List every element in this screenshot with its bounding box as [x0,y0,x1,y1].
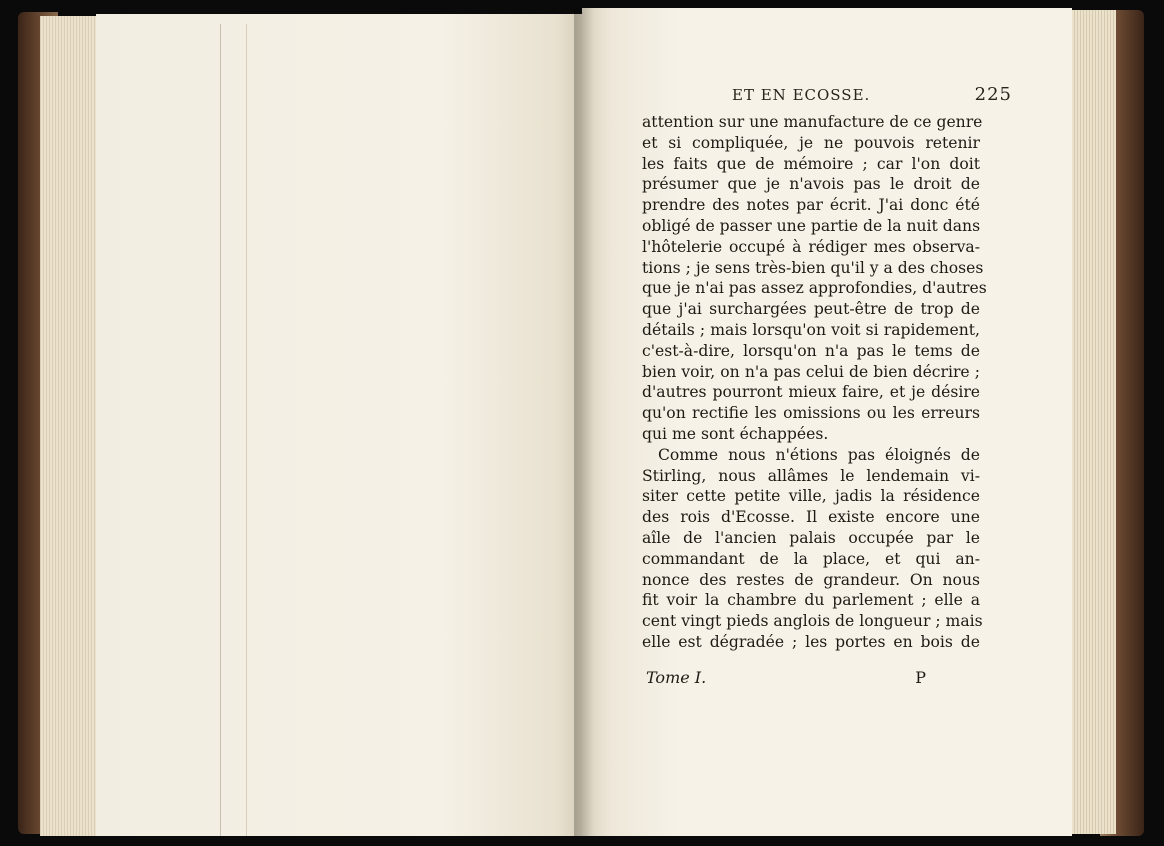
text-line: les faits que de mémoire ; car l'on doit [642,154,980,173]
text-line: des rois d'Ecosse. Il existe encore une [642,508,980,527]
text-line: aîle de l'ancien palais occupée par le [642,528,980,547]
page-footer [646,668,926,690]
left-blank-page [96,14,586,836]
right-text-page [582,8,1072,836]
text-line: fit voir la chambre du parlement ; elle a [642,591,980,610]
text-line: tions ; je sens très-bien qu'il y a des choses [642,258,984,277]
text-line: détails ; mais lorsqu'on voit si rapidement, [642,320,980,339]
running-head-title: ET EN ECOSSE. [732,86,871,104]
text-line: Comme nous n'étions pas éloignés de [658,445,980,464]
text-line: que j'ai surchargées peut-être de trop de [642,300,980,319]
body-text [642,112,987,653]
text-line: obligé de passer une partie de la nuit dans [642,216,981,235]
text-line: commandant de la place, et qui an- [642,549,980,568]
left-page-fold-line-2 [246,24,247,836]
gutter-shadow [574,8,594,836]
text-line: prendre des notes par écrit. J'ai donc été [642,196,980,215]
text-line: cent vingt pieds anglois de longueur ; mais [642,612,983,631]
text-line: c'est-à-dire, lorsqu'on n'a pas le tems de [642,341,980,360]
text-line: Stirling, nous allâmes le lendemain vi- [642,466,980,485]
text-line: nonce des restes de grandeur. On nous [642,570,980,589]
text-line: d'autres pourront mieux faire, et je désire [642,383,980,402]
text-line: et si compliquée, je ne pouvois retenir [642,133,980,152]
left-page-fold-line [220,24,221,836]
page-number: 225 [974,84,1012,105]
text-line: bien voir, on n'a pas celui de bien décrire ; [642,362,980,381]
text-line: qui me sont échappées. [642,424,829,443]
left-page-edges [40,16,100,836]
text-line: présumer que je n'avois pas le droit de [642,175,980,194]
running-head [732,84,1012,108]
text-line: attention sur une manufacture de ce genre [642,113,983,131]
text-line: siter cette petite ville, jadis la résidence [642,487,980,506]
text-line: l'hôtelerie occupé à rédiger mes observa- [642,237,980,256]
text-line: elle est dégradée ; les portes en bois de [642,632,980,651]
text-line: que je n'ai pas assez approfondies, d'autres [642,279,987,298]
signature-mark: P [915,668,926,687]
text-line: qu'on rectifie les omissions ou les erreurs [642,404,980,423]
volume-label: Tome I. [646,668,707,687]
